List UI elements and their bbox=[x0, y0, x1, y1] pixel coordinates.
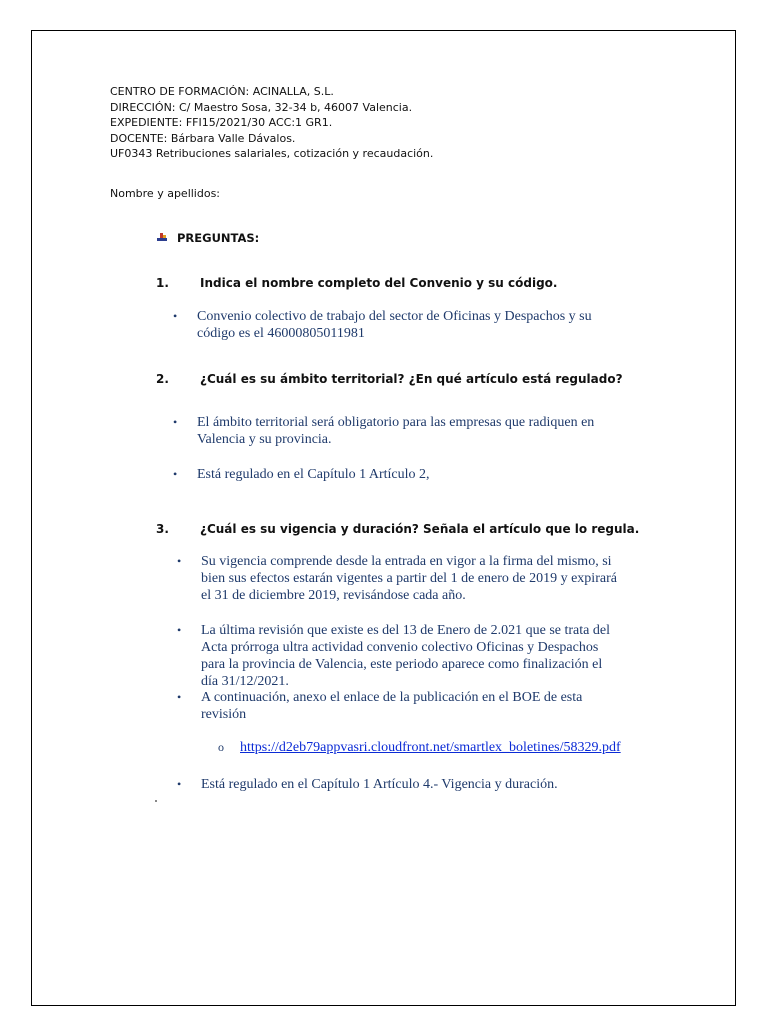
header-unit: UF0343 Retribuciones salariales, cotización y recaudación. bbox=[110, 147, 434, 160]
question-text: ¿Cuál es su vigencia y duración? Señala el artículo que lo regula. bbox=[200, 522, 640, 536]
bullet-icon: • bbox=[177, 554, 182, 568]
question-number: 1. bbox=[156, 276, 169, 290]
bullet-icon: • bbox=[173, 415, 178, 429]
question-text: ¿Cuál es su ámbito territorial? ¿En qué artículo está regulado? bbox=[200, 372, 623, 386]
header-file: EXPEDIENTE: FFI15/2021/30 ACC:1 GR1. bbox=[110, 116, 333, 129]
name-label: Nombre y apellidos: bbox=[110, 187, 221, 200]
stray-mark bbox=[155, 800, 157, 802]
boe-link[interactable]: https://d2eb79appvasri.cloudfront.net/smartlex_boletines/58329.pdf bbox=[240, 740, 621, 755]
header-center: CENTRO DE FORMACIÓN: ACINALLA, S.L. bbox=[110, 85, 334, 98]
question-text: Indica el nombre completo del Convenio y su código. bbox=[200, 276, 558, 290]
colored-bullet-icon bbox=[157, 233, 167, 243]
header-address: DIRECCIÓN: C/ Maestro Sosa, 32-34 b, 46007 Valencia. bbox=[110, 100, 413, 114]
bullet-icon: • bbox=[177, 623, 182, 637]
answer-3a: • Su vigencia comprende desde la entrada en vigor a la firma del mismo, si bien sus efectos estarán vigentes a partir del 1 de enero de 2019 y expirará el 31 de diciembre 2019, revisándose cada año. bbox=[177, 554, 617, 603]
answer-1: • Convenio colectivo de trabajo del sector de Oficinas y Despachos y su código es el 46000805011981 bbox=[173, 309, 592, 341]
answer-2a: • El ámbito territorial será obligatorio para las empresas que radiquen en Valencia y su provincia. bbox=[173, 415, 595, 447]
sub-bullet-icon: o bbox=[218, 740, 224, 754]
answer-3b: • La última revisión que existe es del 13 de Enero de 2.021 que se trata del Acta prórroga ultra actividad convenio colectivo Oficinas y Despachos para la provincia de Valencia, este periodo aparece como finalización el día 31/12/2021. bbox=[177, 623, 610, 689]
answer-2b: • Está regulado en el Capítulo 1 Artículo 2, bbox=[173, 467, 430, 482]
document-page bbox=[31, 30, 736, 1006]
question-1 bbox=[156, 276, 557, 290]
answer-3c: • A continuación, anexo el enlace de la publicación en el BOE de esta revisión bbox=[177, 690, 583, 722]
answer-3d: • Está regulado en el Capítulo 1 Artículo 4.- Vigencia y duración. bbox=[177, 777, 558, 792]
header-teacher: DOCENTE: Bárbara Valle Dávalos. bbox=[110, 131, 296, 145]
bullet-icon: • bbox=[173, 467, 178, 481]
question-3 bbox=[156, 522, 639, 536]
bullet-icon: • bbox=[177, 777, 182, 791]
bullet-icon: • bbox=[173, 309, 178, 323]
bullet-icon: • bbox=[177, 690, 182, 704]
section-title bbox=[157, 231, 259, 245]
document-header bbox=[110, 84, 433, 162]
boe-link-item bbox=[218, 740, 621, 756]
section-title-text: PREGUNTAS: bbox=[177, 231, 260, 245]
question-number: 2. bbox=[156, 372, 169, 386]
question-number: 3. bbox=[156, 522, 169, 536]
question-2 bbox=[156, 372, 623, 386]
